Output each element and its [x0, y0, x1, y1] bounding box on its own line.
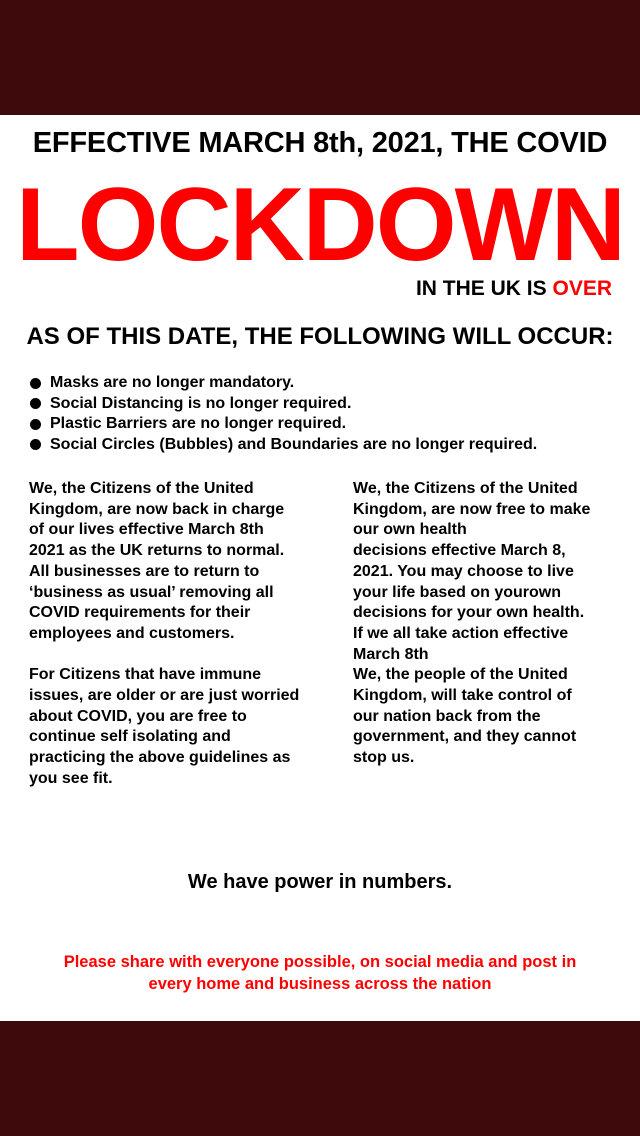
list-item: Social Circles (Bubbles) and Boundaries are no longer required.	[30, 435, 537, 456]
share-line: Please share with everyone possible, on social media and post in	[63, 953, 577, 971]
bullet-dot-icon	[30, 378, 41, 389]
text-line: issues, are older or are just worried	[29, 687, 300, 705]
text-line: ‘business as usual’ removing all	[29, 583, 274, 601]
text-line: decisions effective March 8,	[353, 542, 566, 560]
text-line: about COVID, you are free to	[29, 707, 247, 725]
text-line: 2021. You may choose to live	[353, 562, 574, 580]
text-line: All businesses are to return to	[29, 562, 260, 580]
text-line: Kingdom, will take control of	[353, 687, 572, 705]
lockdown-title: LOCKDOWN	[16, 167, 624, 283]
bullet-list	[30, 373, 537, 455]
list-item: Social Distancing is no longer required.	[30, 394, 537, 415]
paragraph-gap	[29, 645, 329, 666]
subhead	[416, 277, 612, 301]
text-line: stop us.	[353, 749, 415, 767]
bullet-dot-icon	[30, 398, 41, 409]
text-line: continue self isolating and	[29, 728, 231, 746]
bullet-dot-icon	[30, 419, 41, 430]
subhead-prefix: IN THE UK IS	[415, 277, 553, 300]
headline: EFFECTIVE MARCH 8th, 2021, THE COVID	[32, 127, 608, 159]
text-line: government, and they cannot	[353, 728, 577, 746]
text-line: We, the Citizens of the United	[353, 480, 578, 497]
text-line: of our lives effective March 8th	[29, 521, 264, 539]
text-line: We, the Citizens of the United	[29, 480, 254, 497]
top-band	[0, 0, 640, 115]
text-line: If we all take action effective	[353, 624, 569, 642]
text-line: Kingdom, are now back in charge	[29, 500, 285, 518]
text-line: We, the people of the United	[353, 666, 568, 684]
bullet-dot-icon	[30, 439, 41, 450]
share-line: every home and business across the nation	[148, 975, 492, 993]
text-line: decisions for your own health.	[353, 604, 585, 622]
text-line: Kingdom, are now free to make	[353, 500, 591, 518]
share-message	[0, 951, 640, 995]
text-line: practicing the above guidelines as	[29, 749, 291, 767]
text-line: you see fit.	[29, 769, 113, 787]
text-line: our own health	[353, 521, 467, 539]
occur-heading: AS OF THIS DATE, THE FOLLOWING WILL OCCUR:	[26, 323, 614, 350]
subhead-highlight: OVER	[552, 277, 612, 300]
list-item: Masks are no longer mandatory.	[30, 373, 537, 394]
text-line: March 8th	[353, 645, 429, 663]
right-column	[353, 479, 638, 769]
text-line: COVID requirements for their	[29, 604, 251, 622]
text-line: For Citizens that have immune	[29, 666, 262, 684]
bottom-band	[0, 1021, 640, 1136]
poster	[0, 115, 640, 1021]
text-line: 2021 as the UK returns to normal.	[29, 542, 285, 560]
text-line: employees and customers.	[29, 624, 235, 642]
list-item: Plastic Barriers are no longer required.	[30, 414, 537, 435]
text-line: our nation back from the	[353, 707, 541, 725]
left-column	[29, 479, 329, 790]
text-line: your life based on yourown	[353, 583, 562, 601]
power-line: We have power in numbers.	[187, 871, 453, 893]
